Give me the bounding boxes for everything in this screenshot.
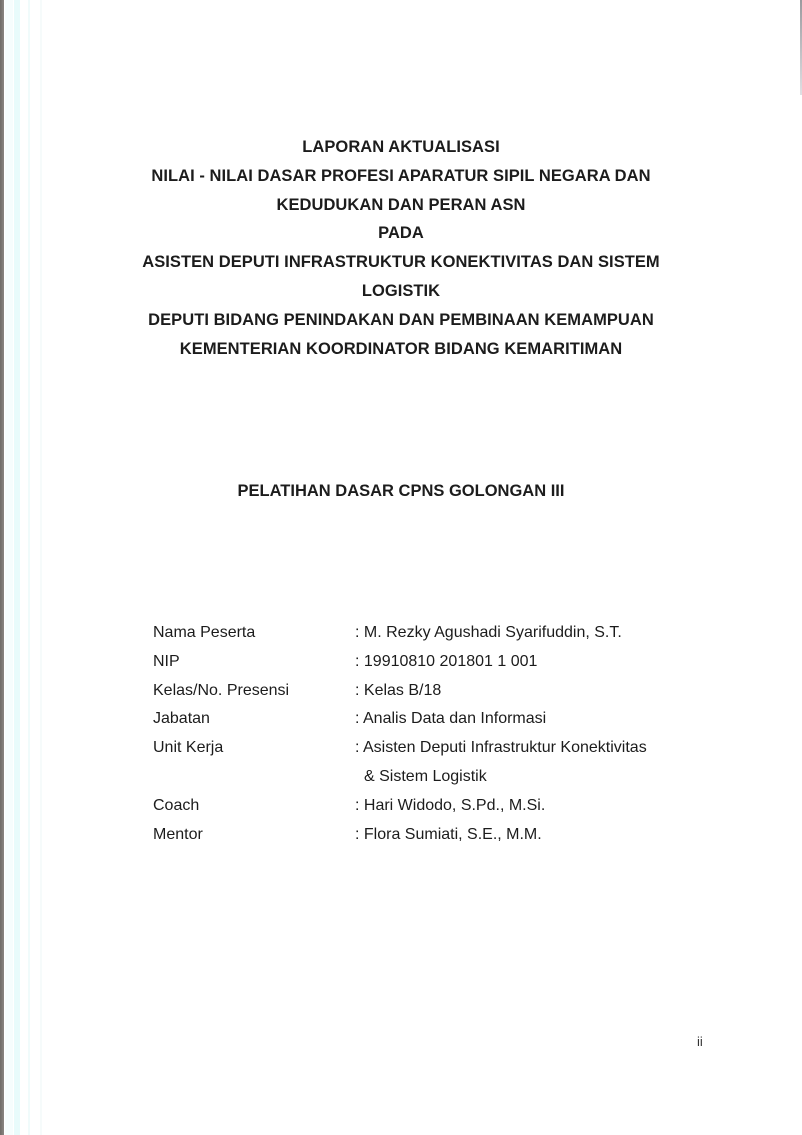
info-row-nip [153,648,647,677]
info-row-nama [153,619,647,648]
page-number: ii [697,1034,703,1049]
title-line: KEMENTERIAN KOORDINATOR BIDANG KEMARITIMAN [179,339,623,358]
info-value: : 19910810 201801 1 001 [355,652,538,670]
info-row-unit-kerja [153,734,647,763]
info-label: Mentor [153,825,203,843]
info-row-mentor [153,821,647,850]
info-label: Coach [153,796,200,814]
title-line: ASISTEN DEPUTI INFRASTRUKTUR KONEKTIVITAS DAN SISTEM [142,253,660,272]
title-line: NILAI - NILAI DASAR PROFESI APARATUR SIPIL NEGARA DAN [151,166,651,185]
info-value: : Asisten Deputi Infrastruktur Konektivitas [355,739,647,757]
title-line: KEDUDUKAN DAN PERAN ASN [276,195,526,214]
info-row-jabatan [153,705,647,734]
info-label: Unit Kerja [153,739,224,757]
report-title [0,133,802,363]
info-row-coach [153,792,647,821]
title-line: LOGISTIK [361,281,441,300]
info-label: NIP [153,652,180,670]
info-label: Nama Peserta [153,624,256,641]
info-value: : Kelas B/18 [355,681,442,699]
participant-info [153,619,647,849]
title-line: DEPUTI BIDANG PENINDAKAN DAN PEMBINAAN KEMAMPUAN [148,310,654,329]
info-value: : Hari Widodo, S.Pd., M.Si. [355,796,546,814]
info-value: & Sistem Logistik [364,767,487,785]
info-label: Kelas/No. Presensi [153,681,290,699]
info-label [153,763,355,792]
title-line: PADA [378,224,424,243]
info-row-unit-kerja-cont [153,763,647,792]
title-line: LAPORAN AKTUALISASI [302,138,500,156]
info-value: : Flora Sumiati, S.E., M.M. [355,825,542,843]
info-label: Jabatan [153,710,210,728]
training-subtitle: PELATIHAN DASAR CPNS GOLONGAN III [237,482,565,500]
info-value: : M. Rezky Agushadi Syarifuddin, S.T. [355,624,622,641]
info-value: : Analis Data dan Informasi [355,710,547,728]
info-row-kelas [153,677,647,706]
